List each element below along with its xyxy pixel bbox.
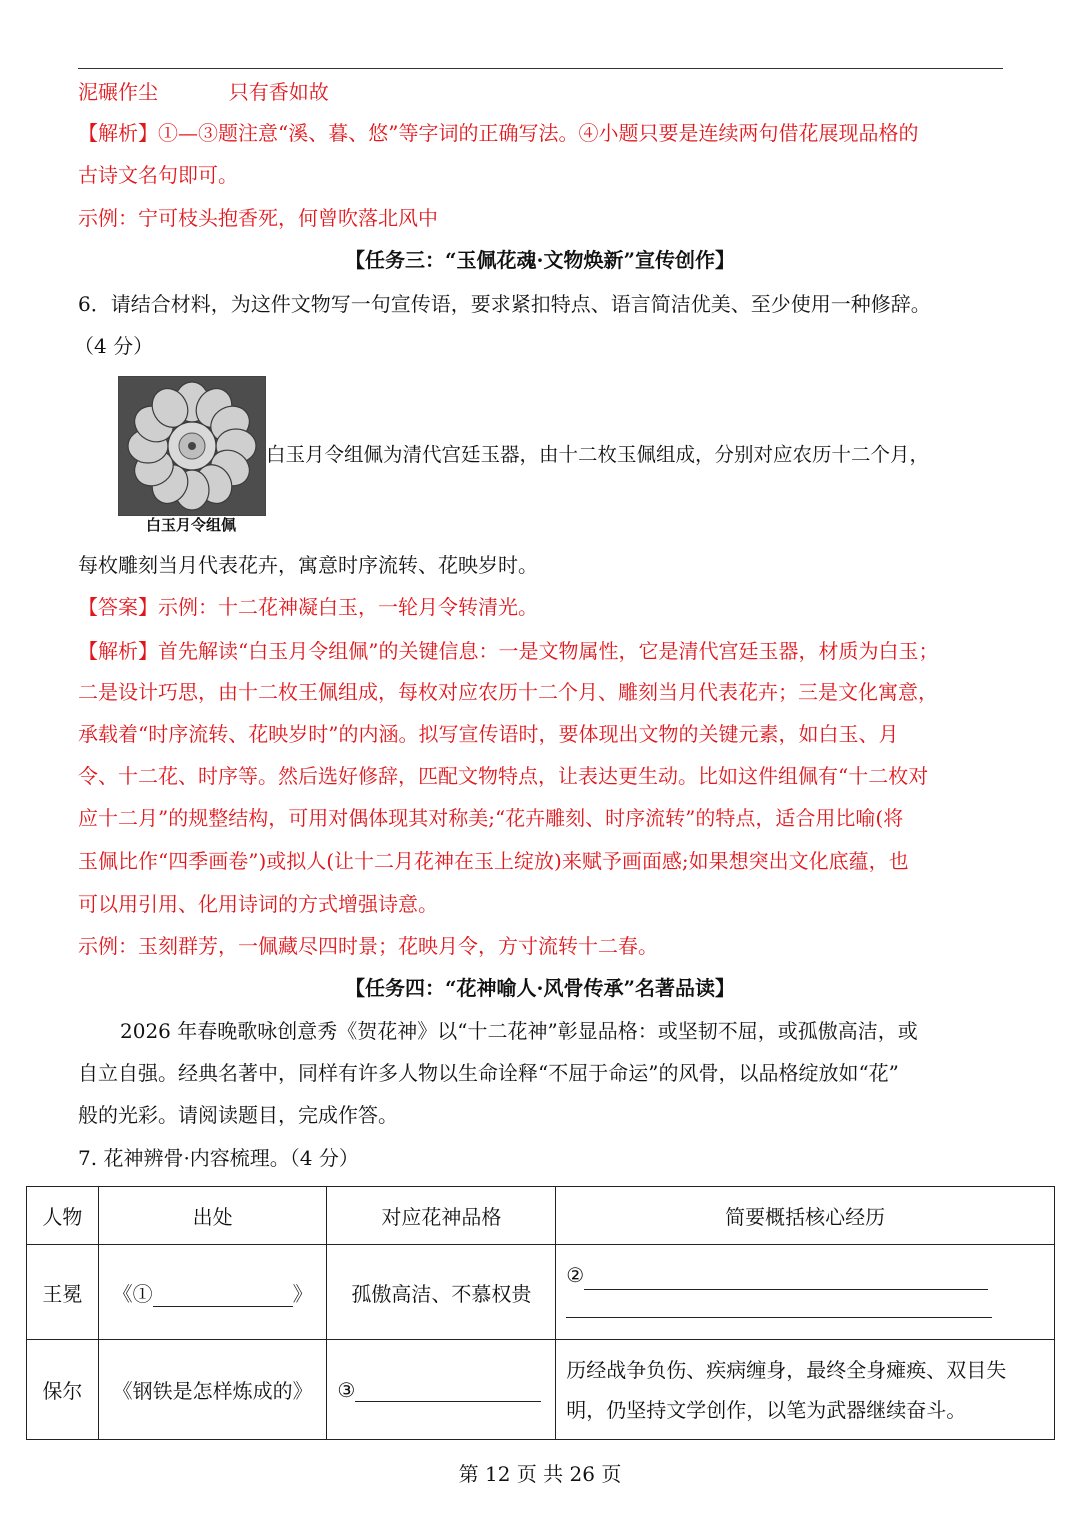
cell-source: 《钢铁是怎样炼成的》 [98, 1340, 327, 1440]
blank-1[interactable] [153, 1284, 293, 1307]
source-suffix: 》 [292, 1281, 313, 1306]
task4-para-1: 2026 年春晚歌咏创意秀《贺花神》以“十二花神”彰显品格：或坚韧不屈，或孤傲高洁，或 [120, 1019, 918, 1043]
question-7: 7. 花神辨骨·内容梳理。（4 分） [78, 1146, 359, 1170]
table-header-row [27, 1187, 1055, 1245]
figure-caption: 白玉月令组佩 [145, 516, 236, 534]
task4-para-2: 自立自强。经典名著中，同样有许多人物以生命诠释“不屈于命运”的风骨，以品格绽放如“花” [78, 1061, 899, 1085]
task3-heading: 【任务三：“玉佩花魂·文物焕新”宣传创作】 [345, 248, 735, 272]
cell-person: 王冕 [27, 1245, 99, 1340]
experience-line-2: 明，仍坚持文学创作，以笔为武器继续奋斗。 [566, 1397, 967, 1422]
blank-3[interactable] [355, 1379, 541, 1402]
figure-description: 白玉月令组佩为清代宫廷玉器，由十二枚玉佩组成，分别对应农历十二个月， [266, 443, 930, 466]
table-row [27, 1340, 1055, 1440]
figure-description-cont: 每枚雕刻当月代表花卉，寓意时序流转、花映岁时。 [78, 553, 538, 577]
page-number: 第 12 页 共 26 页 [458, 1462, 622, 1486]
analysis-para-3: 承载着“时序流转、花映岁时”的内涵。拟写宣传语时，要体现出文物的关键元素，如白玉、月 [78, 722, 899, 746]
cell-person: 保尔 [27, 1340, 99, 1440]
answer-fragment-b: 只有香如故 [228, 80, 329, 104]
task4-heading: 【任务四：“花神喻人·风骨传承”名著品读】 [345, 976, 735, 1000]
analysis-line-2: 古诗文名句即可。 [78, 163, 238, 187]
question-6-score: （4 分） [74, 334, 154, 358]
jade-pendant-image [118, 376, 266, 516]
source-prefix: 《① [112, 1281, 153, 1306]
example-line: 示例：宁可枝头抱香死，何曾吹落北风中 [78, 206, 438, 230]
analysis-para-5: 应十二月”的规整结构，可用对偶体现其对称美;“花卉雕刻、时序流转”的特点，适合用比喻(将 [78, 806, 904, 830]
jade-pendant-illustration [119, 377, 265, 515]
header-person: 人物 [27, 1187, 99, 1245]
character-table [26, 1186, 1055, 1440]
example-line-2: 示例：玉刻群芳，一佩藏尽四时景；花映月令，方寸流转十二春。 [78, 934, 658, 958]
cell-experience [556, 1340, 1055, 1440]
header-trait: 对应花神品格 [327, 1187, 556, 1245]
top-rule [78, 68, 1003, 69]
analysis-line-1: 【解析】①—③题注意“溪、暮、悠”等字词的正确写法。④小题只要是连续两句借花展现品格的 [78, 121, 919, 145]
blank-2-line-2[interactable] [566, 1295, 992, 1318]
analysis-para-7: 可以用引用、化用诗词的方式增强诗意。 [78, 892, 438, 916]
task4-para-3: 般的光彩。请阅读题目，完成作答。 [78, 1103, 398, 1127]
question-6: 6．请结合材料，为这件文物写一句宣传语，要求紧扣特点、语言简洁优美、至少使用一种修辞。 [78, 292, 931, 316]
analysis-para-1: 【解析】首先解读“白玉月令组佩”的关键信息：一是文物属性，它是清代宫廷玉器，材质为白玉； [78, 639, 939, 663]
blank-2-marker: ② [566, 1263, 585, 1287]
blank-3-marker: ③ [337, 1377, 356, 1402]
answer-fragment-a: 泥碾作尘 [78, 80, 158, 104]
analysis-para-4: 令、十二花、时序等。然后选好修辞，匹配文物特点，让表达更生动。比如这件组佩有“十二枚对 [78, 764, 929, 788]
analysis-para-2: 二是设计巧思，由十二枚王佩组成，每枚对应农历十二个月、雕刻当月代表花卉；三是文化寓意， [78, 680, 938, 704]
cell-trait [327, 1340, 556, 1440]
cell-source [98, 1245, 327, 1340]
experience-line-1: 历经战争负伤、疾病缠身，最终全身瘫痪、双目失 [566, 1357, 1007, 1382]
header-source: 出处 [98, 1187, 327, 1245]
analysis-para-6: 玉佩比作“四季画卷”)或拟人(让十二月花神在玉上绽放)来赋予画面感;如果想突出文化底蕴，也 [78, 849, 909, 873]
header-experience: 简要概括核心经历 [556, 1187, 1055, 1245]
cell-trait: 孤傲高洁、不慕权贵 [327, 1245, 556, 1340]
blank-2-line-1[interactable] [584, 1267, 988, 1290]
answer-line: 【答案】示例：十二花神凝白玉，一轮月令转清光。 [78, 595, 538, 619]
answer-line-1 [78, 77, 329, 107]
cell-experience [556, 1245, 1055, 1340]
table-row [27, 1245, 1055, 1340]
